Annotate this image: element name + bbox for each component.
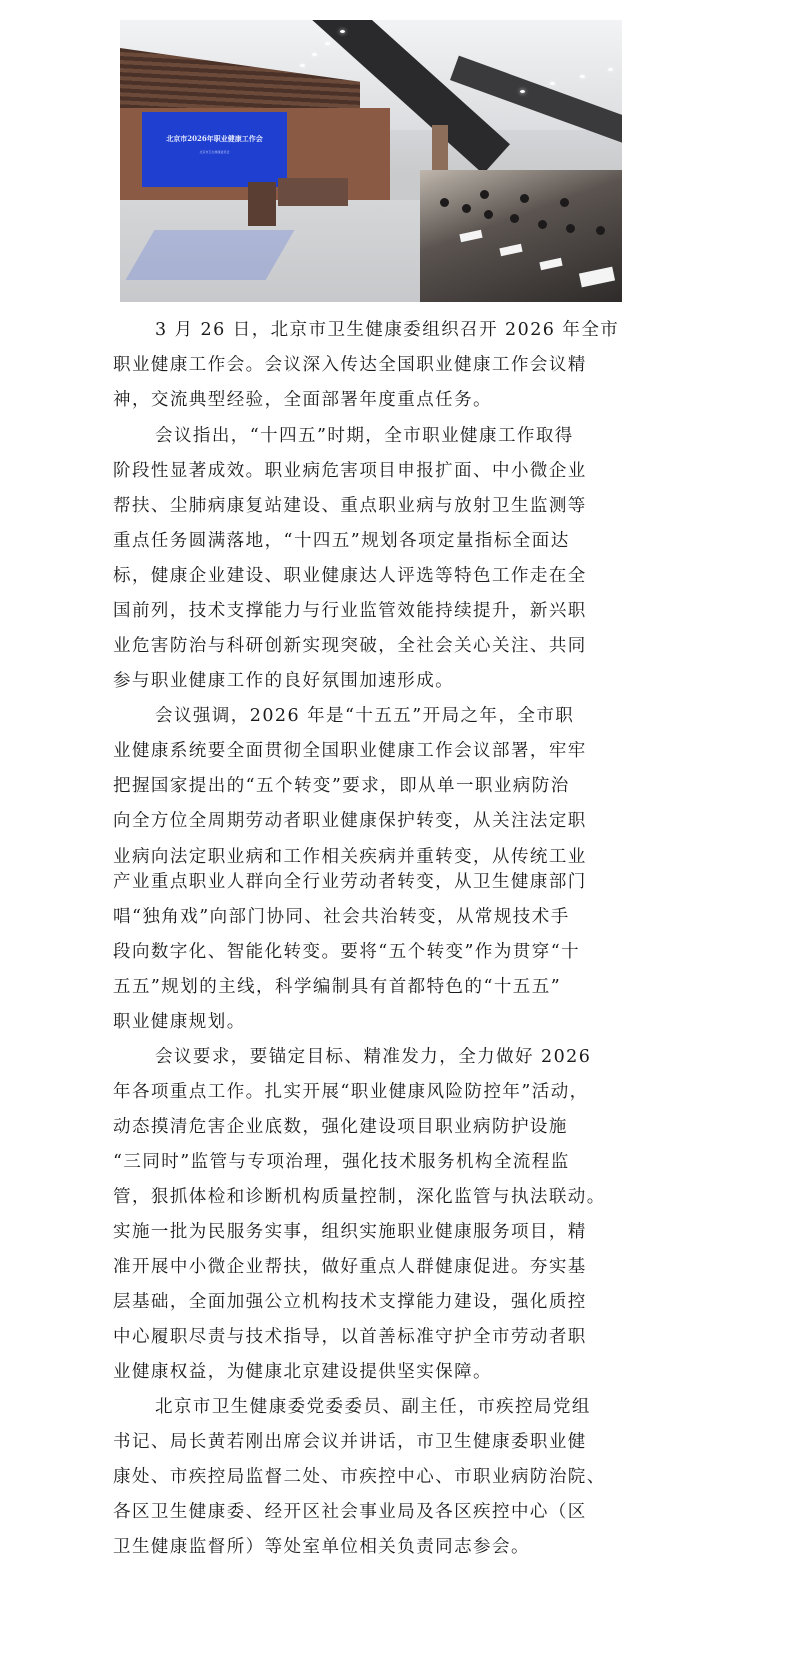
paragraph-5-line-4: 各区卫生健康委、经开区社会事业局及各区疾控中心（区 (113, 1502, 587, 1522)
meeting-photo (120, 20, 622, 302)
paragraph-4-line-1: 会议要求，要锚定目标、精准发力，全力做好 2026 (155, 1047, 592, 1067)
screen-subtitle: 北京市卫生健康委员会 (199, 150, 230, 154)
paragraph-4-line-10: 业健康权益，为健康北京建设提供坚实保障。 (113, 1362, 492, 1382)
paragraph-3-line-6: 产业重点职业人群向全行业劳动者转变，从卫生健康部门 (113, 872, 587, 892)
photo-podium (248, 182, 276, 226)
paragraph-2-line-3: 帮扶、尘肺病康复站建设、重点职业病与放射卫生监测等 (113, 496, 587, 516)
paragraph-4-line-8: 层基础，全面加强公立机构技术支撑能力建设，强化质控 (113, 1292, 587, 1312)
paragraph-2-line-2: 阶段性显著成效。职业病危害项目申报扩面、中小微企业 (113, 461, 587, 481)
photo-presidium-table (278, 178, 348, 206)
paragraph-2-line-8: 参与职业健康工作的良好氛围加速形成。 (113, 671, 455, 691)
paragraph-3-line-1: 会议强调，2026 年是“十五五”开局之年，全市职 (155, 706, 575, 726)
photo-floor-reflection (126, 230, 295, 280)
paragraph-4-line-5: 管，狠抓体检和诊断机构质量控制，深化监管与执法联动。 (113, 1187, 606, 1207)
paragraph-2-line-6: 国前列，技术支撑能力与行业监管效能持续提升，新兴职 (113, 601, 587, 621)
paragraph-3-line-3: 把握国家提出的“五个转变”要求，即从单一职业病防治 (113, 776, 570, 796)
paragraph-3-line-2: 业健康系统要全面贯彻全国职业健康工作会议部署，牢牢 (113, 741, 587, 761)
paragraph-5-line-5: 卫生健康监督所）等处室单位相关负责同志参会。 (113, 1537, 530, 1557)
paragraph-4-line-3: 动态摸清危害企业底数，强化建设项目职业病防护设施 (113, 1117, 568, 1137)
paragraph-1-line-3: 神，交流典型经验，全面部署年度重点任务。 (113, 390, 492, 410)
paragraph-5-line-1: 北京市卫生健康委党委委员、副主任，市疾控局党组 (155, 1397, 591, 1417)
paragraph-4-line-4: “三同时”监管与专项治理，强化技术服务机构全流程监 (113, 1152, 570, 1172)
paragraph-4-line-7: 准开展中小微企业帮扶，做好重点人群健康促进。夯实基 (113, 1257, 587, 1277)
paragraph-4-line-9: 中心履职尽责与技术指导，以首善标准守护全市劳动者职 (113, 1327, 587, 1347)
paragraph-5-line-3: 康处、市疾控局监督二处、市疾控中心、市职业病防治院、 (113, 1467, 606, 1487)
photo-led-screen (142, 112, 287, 187)
paragraph-2-line-7: 业危害防治与科研创新实现突破，全社会关心关注、共同 (113, 636, 587, 656)
paragraph-4-line-2: 年各项重点工作。扎实开展“职业健康风险防控年”活动， (113, 1082, 589, 1102)
paragraph-2-line-4: 重点任务圆满落地，“十四五”规划各项定量指标全面达 (113, 531, 570, 551)
paragraph-3-line-9: 五五”规划的主线，科学编制具有首都特色的“十五五” (113, 977, 562, 997)
paragraph-4-line-6: 实施一批为民服务实事，组织实施职业健康服务项目，精 (113, 1222, 587, 1242)
paragraph-1-line-1: 3 月 26 日，北京市卫生健康委组织召开 2026 年全市 (155, 320, 620, 340)
paragraph-3-line-7: 唱“独角戏”向部门协同、社会共治转变，从常规技术手 (113, 907, 570, 927)
photo-audience (420, 170, 622, 302)
paragraph-3-line-8: 段向数字化、智能化转变。要将“五个转变”作为贯穿“十 (113, 942, 581, 962)
paragraph-2-line-1: 会议指出，“十四五”时期，全市职业健康工作取得 (155, 426, 574, 446)
paragraph-3-line-4: 向全方位全周期劳动者职业健康保护转变，从关注法定职 (113, 811, 587, 831)
paragraph-2-line-5: 标，健康企业建设、职业健康达人评选等特色工作走在全 (113, 566, 587, 586)
screen-title: 北京市2026年职业健康工作会 (166, 134, 263, 143)
paragraph-5-line-2: 书记、局长黄若刚出席会议并讲话，市卫生健康委职业健 (113, 1432, 587, 1452)
paragraph-1-line-2: 职业健康工作会。会议深入传达全国职业健康工作会议精 (113, 355, 587, 375)
paragraph-3-line-5: 业病向法定职业病和工作相关疾病并重转变，从传统工业 (113, 847, 587, 867)
paragraph-3-line-10: 职业健康规划。 (113, 1012, 246, 1032)
